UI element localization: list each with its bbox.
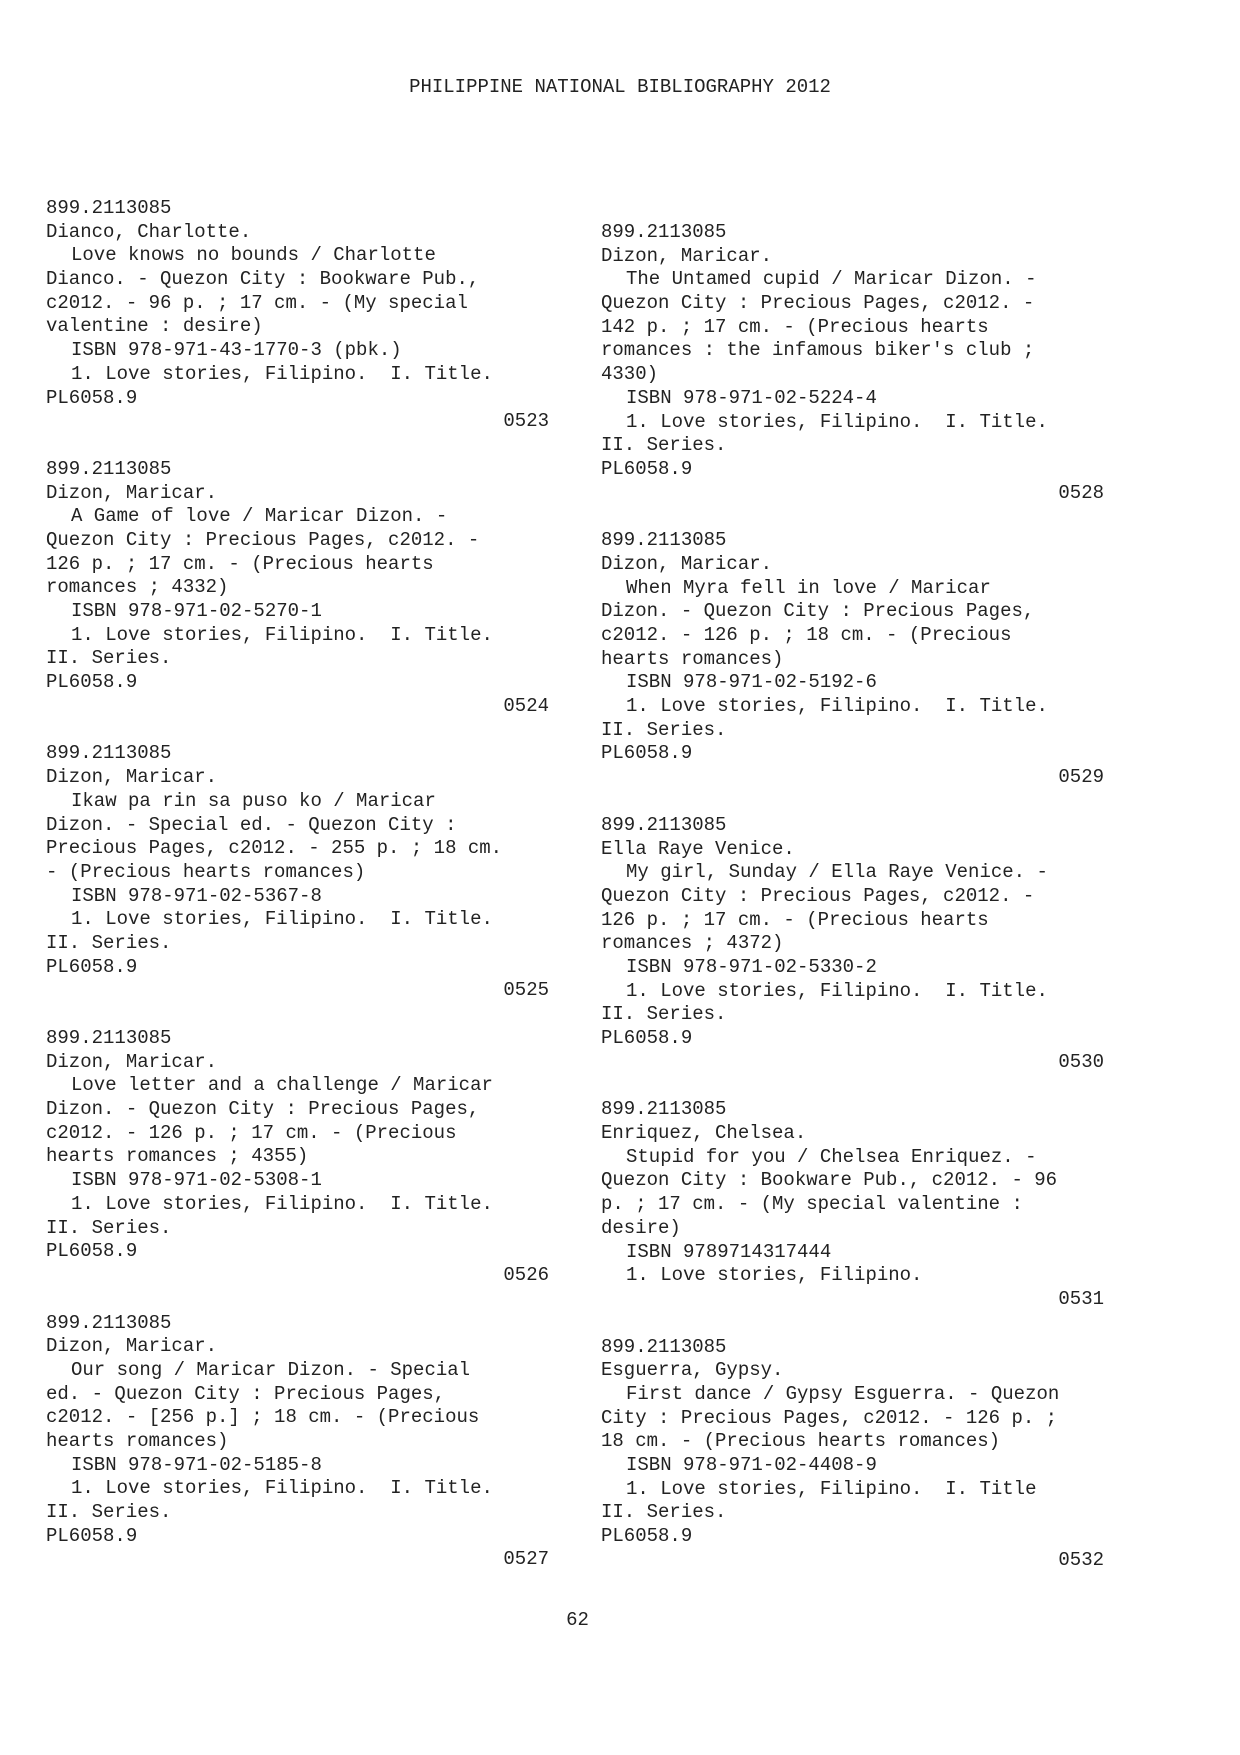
entry-line: PL6058.9 xyxy=(601,1027,693,1049)
entry-line: 1. Love stories, Filipino. I. Title. xyxy=(71,623,493,646)
entry-number: 0532 xyxy=(1058,1548,1104,1571)
entry-line: 899.2113085 xyxy=(601,1098,727,1121)
entry-line: romances ; 4372) xyxy=(601,932,784,955)
bibliography-entry xyxy=(601,814,1121,1075)
entry-line: romances ; 4332) xyxy=(46,576,229,599)
entry-line: II. Series. xyxy=(46,931,172,954)
bibliography-entry xyxy=(46,1312,566,1573)
entry-line: hearts romances ; 4355) xyxy=(46,1145,309,1168)
entry-line: 1. Love stories, Filipino. I. Title. xyxy=(71,1192,493,1215)
entry-line: Quezon City : Precious Pages, c2012. - xyxy=(46,528,480,551)
entry-line: ISBN 978-971-02-5308-1 xyxy=(71,1169,322,1192)
entry-line: PL6058.9 xyxy=(601,742,693,765)
entry-line: ISBN 978-971-02-5330-2 xyxy=(626,955,877,978)
entry-line: ISBN 978-971-02-5185-8 xyxy=(71,1453,322,1476)
entry-line: The Untamed cupid / Maricar Dizon. - xyxy=(626,268,1037,291)
entry-line: ISBN 978-971-02-5192-6 xyxy=(626,671,877,694)
entry-line: Dizon. - Special ed. - Quezon City : xyxy=(46,813,457,836)
entry-line: PL6058.9 xyxy=(601,1525,693,1548)
entry-line: PL6058.9 xyxy=(46,1240,138,1263)
left-column xyxy=(46,197,566,1596)
entry-number: 0531 xyxy=(1058,1287,1104,1310)
entry-line: A Game of love / Maricar Dizon. - xyxy=(71,505,448,528)
entry-line: 18 cm. - (Precious hearts romances) xyxy=(601,1430,1001,1453)
entry-line: Quezon City : Bookware Pub., c2012. - 96 xyxy=(601,1169,1058,1192)
entry-line: 899.2113085 xyxy=(46,457,172,480)
entry-line: ISBN 978-971-02-5270-1 xyxy=(71,600,322,622)
bibliography-entry xyxy=(601,221,1121,505)
entry-line: City : Precious Pages, c2012. - 126 p. ; xyxy=(601,1406,1058,1429)
entry-line: Quezon City : Precious Pages, c2012. - xyxy=(601,884,1035,907)
entry-line: c2012. - 126 p. ; 17 cm. - (Precious xyxy=(46,1121,457,1144)
entry-line: II. Series. xyxy=(46,1216,172,1239)
bibliography-entry xyxy=(601,1336,1121,1573)
entry-line: Dizon. - Quezon City : Precious Pages, xyxy=(46,1098,480,1121)
entry-line: II. Series. xyxy=(601,1003,727,1026)
entry-line: 1. Love stories, Filipino. I. Title. xyxy=(626,979,1048,1002)
entry-line: 1. Love stories, Filipino. xyxy=(626,1264,923,1287)
bibliography-entry xyxy=(601,529,1121,790)
entry-line: 899.2113085 xyxy=(601,221,727,243)
entry-line: Dizon, Maricar. xyxy=(601,244,773,267)
bibliography-entry xyxy=(46,742,566,1003)
entry-line: II. Series. xyxy=(46,1501,172,1524)
entry-line: 1. Love stories, Filipino. I. Title. xyxy=(71,362,493,385)
entry-line: 899.2113085 xyxy=(601,1335,727,1358)
entry-line: Dizon, Maricar. xyxy=(46,1050,218,1073)
entry-number: 0524 xyxy=(503,694,549,717)
entry-number: 0523 xyxy=(503,410,549,433)
entry-number: 0525 xyxy=(503,979,549,1002)
entry-line: 899.2113085 xyxy=(601,529,727,552)
entry-line: c2012. - 126 p. ; 18 cm. - (Precious xyxy=(601,624,1012,646)
entry-line: ISBN 9789714317444 xyxy=(626,1240,832,1263)
entry-line: 1. Love stories, Filipino. I. Title xyxy=(626,1477,1037,1500)
entry-line: PL6058.9 xyxy=(601,457,693,480)
entry-line: ISBN 978-971-02-4408-9 xyxy=(626,1454,877,1476)
entry-line: Dizon, Maricar. xyxy=(601,552,773,575)
entry-line: PL6058.9 xyxy=(46,1524,138,1547)
entry-line: Dianco. - Quezon City : Bookware Pub., xyxy=(46,268,480,291)
entry-line: ISBN 978-971-02-5224-4 xyxy=(626,386,877,409)
entry-line: II. Series. xyxy=(601,718,727,741)
entry-line: valentine : desire) xyxy=(46,315,263,338)
entry-line: PL6058.9 xyxy=(46,386,138,409)
entry-line: Enriquez, Chelsea. xyxy=(601,1122,807,1145)
entry-line: Stupid for you / Chelsea Enriquez. - xyxy=(626,1145,1037,1168)
entry-line: ISBN 978-971-43-1770-3 (pbk.) xyxy=(71,339,402,362)
entry-line: PL6058.9 xyxy=(46,671,138,694)
entry-line: 126 p. ; 17 cm. - (Precious hearts xyxy=(601,908,989,931)
entry-line: Dizon. - Quezon City : Precious Pages, xyxy=(601,600,1035,623)
entry-line: Dizon, Maricar. xyxy=(46,481,218,504)
entry-line: 899.2113085 xyxy=(46,197,172,219)
entry-line: Esguerra, Gypsy. xyxy=(601,1359,784,1382)
entry-line: 899.2113085 xyxy=(46,742,172,765)
entry-number: 0529 xyxy=(1058,766,1104,789)
entry-line: Dizon, Maricar. xyxy=(46,766,218,789)
entry-line: 126 p. ; 17 cm. - (Precious hearts xyxy=(46,552,434,575)
entry-line: 4330) xyxy=(601,363,659,386)
entry-line: hearts romances) xyxy=(601,647,784,670)
entry-line: II. Series. xyxy=(601,434,727,457)
entry-line: c2012. - [256 p.] ; 18 cm. - (Precious xyxy=(46,1406,480,1429)
entry-line: Ikaw pa rin sa puso ko / Maricar xyxy=(71,789,436,812)
entry-number: 0527 xyxy=(503,1548,549,1571)
entry-line: ed. - Quezon City : Precious Pages, xyxy=(46,1382,446,1405)
entry-line: First dance / Gypsy Esguerra. - Quezon xyxy=(626,1382,1060,1405)
entry-line: p. ; 17 cm. - (My special valentine : xyxy=(601,1193,1023,1216)
entry-line: Quezon City : Precious Pages, c2012. - xyxy=(601,292,1035,315)
entry-line: Dianco, Charlotte. xyxy=(46,220,252,243)
entry-line: PL6058.9 xyxy=(46,955,138,978)
entry-line: Love letter and a challenge / Maricar xyxy=(71,1074,493,1097)
entry-line: My girl, Sunday / Ella Raye Venice. - xyxy=(626,861,1048,884)
page-header: PHILIPPINE NATIONAL BIBLIOGRAPHY 2012 xyxy=(409,76,831,98)
bibliography-entry xyxy=(46,1027,566,1288)
entry-line: Love knows no bounds / Charlotte xyxy=(71,244,436,267)
entry-line: Precious Pages, c2012. - 255 p. ; 18 cm. xyxy=(46,837,503,860)
entry-line: 1. Love stories, Filipino. I. Title. xyxy=(71,1477,493,1500)
page-number: 62 xyxy=(566,1609,589,1631)
entry-line: - (Precious hearts romances) xyxy=(46,860,366,883)
bibliography-entry xyxy=(46,197,566,434)
entry-line: desire) xyxy=(601,1216,681,1239)
entry-line: 142 p. ; 17 cm. - (Precious hearts xyxy=(601,315,989,338)
entry-line: Dizon, Maricar. xyxy=(46,1335,218,1358)
bibliography-entry xyxy=(601,1098,1121,1311)
entry-line: ISBN 978-971-02-5367-8 xyxy=(71,884,322,907)
entry-line: hearts romances) xyxy=(46,1430,229,1452)
entry-line: 899.2113085 xyxy=(601,813,727,836)
entry-line: 899.2113085 xyxy=(46,1027,172,1049)
entry-line: 1. Love stories, Filipino. I. Title. xyxy=(626,410,1048,433)
entry-line: II. Series. xyxy=(46,647,172,670)
entry-line: II. Series. xyxy=(601,1501,727,1524)
entry-number: 0528 xyxy=(1058,481,1104,504)
bibliography-entry xyxy=(46,458,566,719)
entry-number: 0530 xyxy=(1058,1050,1104,1073)
entry-line: romances : the infamous biker's club ; xyxy=(601,339,1035,362)
entry-line: 899.2113085 xyxy=(46,1311,172,1334)
entry-line: Ella Raye Venice. xyxy=(601,837,795,860)
entry-line: 1. Love stories, Filipino. I. Title. xyxy=(626,695,1048,718)
right-column xyxy=(601,221,1121,1596)
entry-line: 1. Love stories, Filipino. I. Title. xyxy=(71,908,493,931)
entry-line: Our song / Maricar Dizon. - Special xyxy=(71,1358,471,1381)
entry-number: 0526 xyxy=(503,1263,549,1286)
entry-line: When Myra fell in love / Maricar xyxy=(626,576,991,599)
entry-line: c2012. - 96 p. ; 17 cm. - (My special xyxy=(46,291,468,314)
